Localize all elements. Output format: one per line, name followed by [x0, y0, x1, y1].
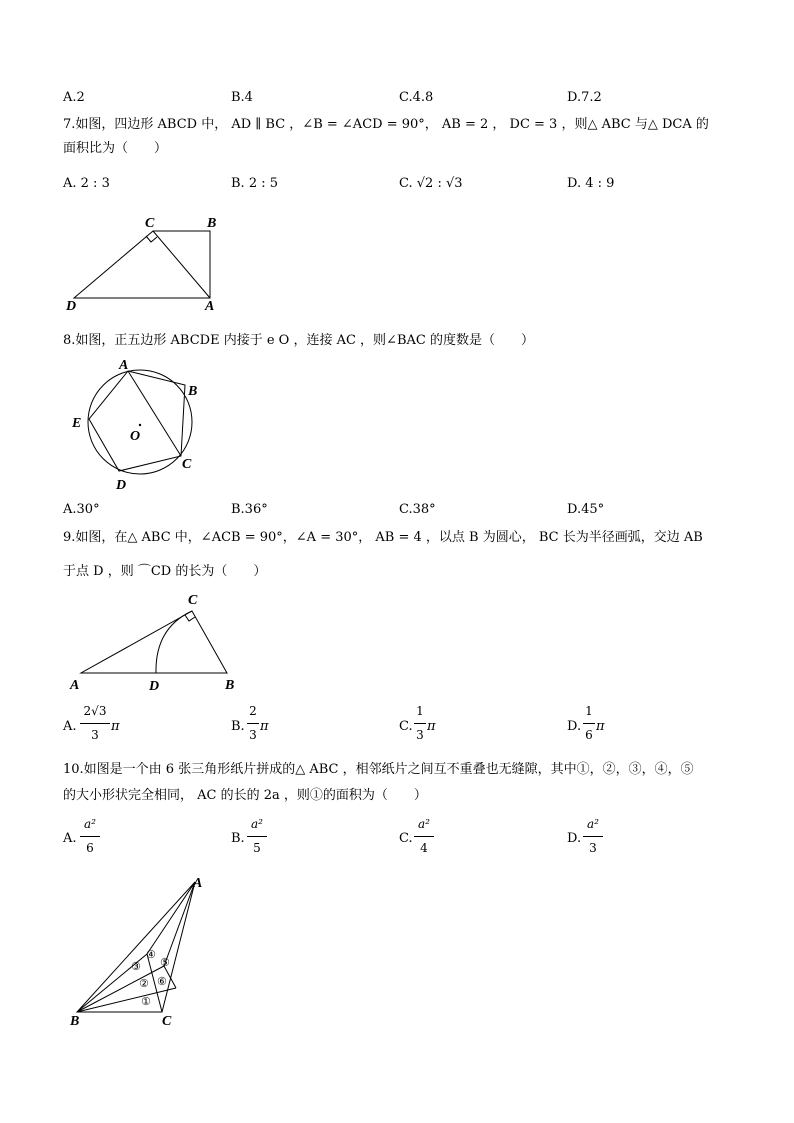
q10-option-c-denominator: 4: [420, 841, 428, 855]
q10-piece-1: ①: [141, 995, 151, 1008]
q8-figure: [65, 355, 210, 495]
q10-piece-4: ④: [146, 948, 156, 961]
q9-option-a-numerator: 2√3: [83, 704, 107, 718]
q9-option-a-prefix: A.: [63, 719, 77, 734]
q9-triangle: [81, 611, 227, 673]
q8-circle: [88, 370, 192, 474]
q8-label-c: C: [182, 457, 192, 472]
q6-option-c: C.4.8: [399, 90, 434, 105]
q9-option-b-prefix: B.: [231, 719, 245, 734]
q10-option-a-denominator: 6: [86, 841, 94, 855]
q9-option-c-prefix: C.: [399, 719, 413, 734]
q9-option-a-fraction: [80, 704, 110, 746]
q10-piece-2: ②: [139, 977, 149, 990]
q6-option-d: D.7.2: [567, 90, 602, 105]
q10-option-c-numerator: a²: [418, 817, 430, 831]
q9-stem-line1: 9.如图，在△ ABC 中，∠ACB = 90°，∠A = 30°， AB = 4 ，以点 B 为圆心， BC 长为半径画弧，交边 AB: [63, 530, 703, 545]
q7-right-angle-mark: [146, 236, 157, 242]
q7-quadrilateral: [74, 231, 210, 298]
q10-piece-3: ③: [131, 960, 141, 973]
q10-option-d-denominator: 3: [589, 841, 597, 855]
q10-inner-line-5: [164, 882, 195, 966]
q10-figure: [60, 870, 220, 1035]
q10-label-b: B: [70, 1014, 80, 1029]
q9-label-a: A: [70, 678, 80, 693]
q10-option-a-prefix: A.: [63, 831, 77, 846]
q9-arc-cd: [156, 611, 192, 673]
q8-option-d: D.45°: [567, 502, 605, 517]
q7-label-d: D: [66, 299, 77, 314]
q9-option-b-fraction-bar: [247, 723, 259, 724]
q10-option-d-fraction-bar: [583, 836, 603, 837]
q7-stem-line2: 面积比为（ ）: [63, 141, 168, 156]
q8-label-b: B: [188, 384, 198, 399]
q6-option-b: B.4: [231, 90, 253, 105]
q10-option-c-prefix: C.: [399, 831, 413, 846]
q8-stem-line1: 8.如图，正五边形 ABCDE 内接于 e O ，连接 AC ，则∠BAC 的度数是（ ）: [63, 333, 534, 348]
q9-option-d-numerator: 1: [585, 704, 593, 718]
q9-option-d-pi: π: [596, 719, 605, 734]
q7-label-c: C: [145, 216, 155, 231]
q8-label-a: A: [119, 358, 129, 373]
q10-option-d-numerator: a²: [587, 817, 599, 831]
q10-stem-line1: 10.如图是一个由 6 张三角形纸片拼成的△ ABC ，相邻纸片之间互不重叠也无缝隙，其中①，②，③，④，⑤: [63, 762, 694, 777]
q10-stem-line2: 的大小形状完全相同， AC 的长的 2a ，则①的面积为（ ）: [63, 788, 427, 803]
q10-option-b-denominator: 5: [253, 841, 261, 855]
q7-option-c: [399, 174, 463, 194]
q8-label-o: O: [130, 429, 141, 444]
q10-option-c-fraction: [414, 817, 434, 859]
q9-option-c-fraction: [414, 704, 426, 746]
q8-option-c: C.38°: [399, 502, 436, 517]
q9-option-b-denominator: 3: [249, 728, 257, 742]
q8-option-b: B.36°: [231, 502, 268, 517]
q10-inner-line-4: [147, 882, 195, 954]
q9-option-a-pi: π: [111, 719, 120, 734]
q9-option-c-pi: π: [427, 719, 436, 734]
q9-option-b-pi: π: [260, 719, 269, 734]
q9-figure: [65, 588, 245, 693]
q8-label-d: D: [116, 478, 127, 493]
q6-option-a: A.2: [63, 90, 85, 105]
q7-stem-line1: 7.如图，四边形 ABCD 中， AD ∥ BC ，∠B = ∠ACD = 90°， AB = 2 ， DC = 3 ，则△ ABC 与△ DCA 的: [63, 117, 709, 132]
q10-outer-triangle: [77, 882, 195, 1012]
q10-inner-line-2: [77, 966, 164, 1012]
q7-figure: [60, 210, 230, 315]
q10-option-a-fraction: [80, 817, 100, 859]
q7-option-d: D. 4 : 9: [567, 176, 615, 191]
q10-option-b-prefix: B.: [231, 831, 245, 846]
q9-option-a-denominator: 3: [91, 728, 99, 742]
q10-label-a: A: [193, 876, 203, 891]
q9-option-c-denominator: 3: [416, 728, 424, 742]
q9-option-a-fraction-bar: [80, 723, 110, 724]
q10-option-d-fraction: [583, 817, 603, 859]
q9-right-angle-mark: [185, 615, 195, 621]
q9-option-d-prefix: D.: [567, 719, 582, 734]
q9-label-d: D: [149, 679, 160, 693]
q8-option-a: A.30°: [63, 502, 100, 517]
q10-piece-5: ⑤: [160, 956, 170, 969]
q7-option-c-prefix: C.: [399, 176, 413, 191]
q7-option-c-expr: √2 : √3: [416, 176, 463, 191]
q10-option-a-numerator: a²: [84, 817, 96, 831]
q7-option-b: B. 2 : 5: [231, 176, 279, 191]
q8-center-dot: [139, 424, 141, 426]
q9-option-d-fraction-bar: [583, 723, 595, 724]
q10-option-c-fraction-bar: [414, 836, 434, 837]
q9-label-b: B: [225, 678, 235, 693]
q9-option-b-fraction: [247, 704, 259, 746]
q10-piece-6: ⑥: [157, 975, 167, 988]
q10-option-b-numerator: a²: [251, 817, 263, 831]
q8-label-e: E: [72, 416, 82, 431]
q9-option-d-fraction: [583, 704, 595, 746]
q10-option-a-fraction-bar: [80, 836, 100, 837]
q9-label-c: C: [188, 593, 198, 608]
q9-stem-line2: 于点 D ，则 ⌒CD 的长为（ ）: [63, 564, 267, 579]
q7-option-a: A. 2 : 3: [63, 176, 110, 191]
q10-option-b-fraction: [247, 817, 267, 859]
q10-option-b-fraction-bar: [247, 836, 267, 837]
q9-option-c-numerator: 1: [416, 704, 424, 718]
q10-label-c: C: [162, 1014, 172, 1029]
q7-diagonal-ac: [153, 231, 210, 298]
q9-option-c-fraction-bar: [414, 723, 426, 724]
q7-label-b: B: [207, 216, 217, 231]
q9-option-b-numerator: 2: [249, 704, 257, 718]
q7-label-a: A: [205, 299, 215, 314]
q9-option-d-denominator: 6: [585, 728, 593, 742]
q10-option-d-prefix: D.: [567, 831, 582, 846]
